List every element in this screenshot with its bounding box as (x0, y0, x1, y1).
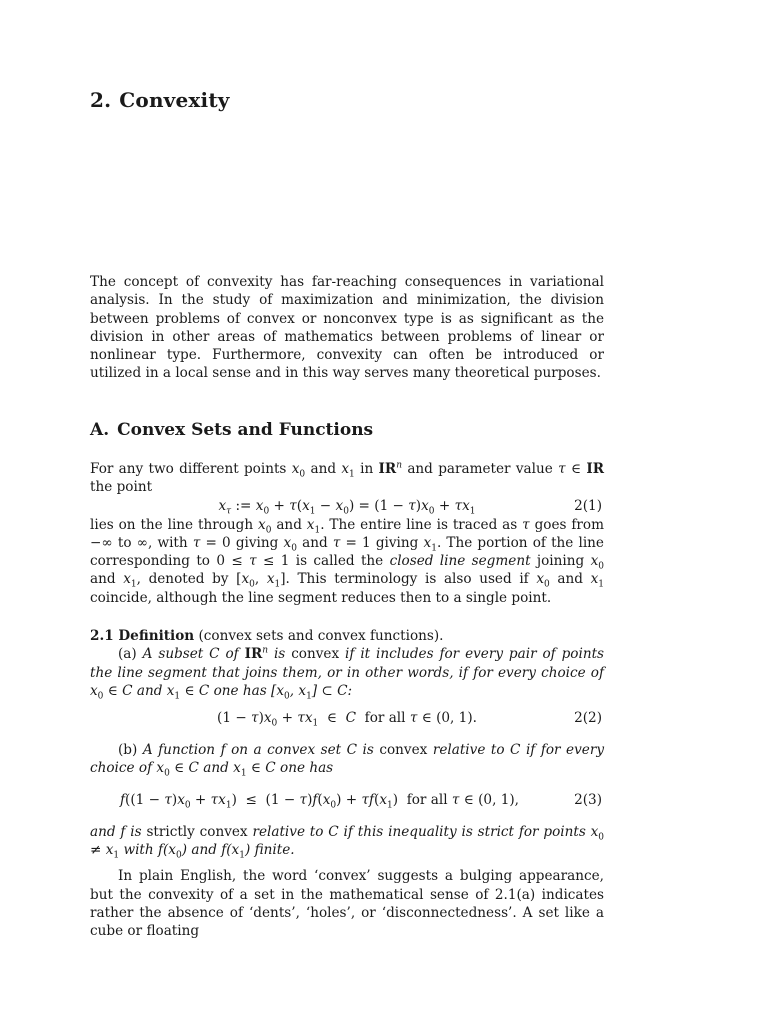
section-number: A. (90, 420, 110, 440)
segment-paragraph (90, 460, 604, 607)
intro-text: The concept of convexity has far-reaching consequences in variational analysis. In the study of maximization and minimization, the division between problems of convex or nonconvex type is as significant as the division in other areas of mathematics between problems of linear or nonlinear type. Furthermore, convexity can often be introduced or utilized in a local sense and in this way serves many theoretical purposes. (90, 274, 604, 382)
definition-part-a: (a) A subset C of $IR^n$ is convex if it includes for every pair of points the line segment that joins them, or in other words, if for every choice of $x_0$ ∈ C and $x_1$ ∈ C one has [$x_0$, $x_1$] ⊂ C: (90, 645, 605, 702)
section-title: Convex Sets and Functions (117, 420, 374, 440)
definition-part-b: (b) A function f on a convex set C is convex relative to C if for every choice of $x_0$ ∈ C and $x_1$ ∈ C one has (90, 742, 605, 780)
equation-2-2: $(1 - \tau)x_0 + \tau x_1$ ∈ C for all τ ∈ (0, 1). 2(2) (217, 710, 602, 729)
intro-paragraph (90, 273, 604, 383)
equation-tag: 2(3) (574, 791, 602, 808)
chapter-heading (90, 88, 230, 112)
equation-tag: 2(2) (574, 710, 602, 727)
equation-tag: 2(1) (574, 497, 602, 514)
chapter-number: 2. (90, 88, 112, 112)
definition-heading: 2.1 Definition (convex sets and convex functions). (90, 628, 444, 644)
section-heading (90, 420, 373, 440)
definition-label: 2.1 Definition (90, 628, 195, 644)
equation-2-3: $f((1 - \tau)x_0 + \tau x_1) \le (1 - \tau)f(x_0) + \tau f(x_1)$ for all τ ∈ (0, 1), 2(3) (120, 791, 602, 811)
segment-description: lies on the line through $x_0$ and $x_1$. The entire line is traced as τ goes from −∞ to ∞, with τ = 0 giving $x_0$ and τ = 1 giving $x_1$. The portion of the line corresponding to 0 ≤ τ ≤ 1 is called the closed line segment joining $x_0$ and $x_1$, denoted by [$x_0$, $x_1$]. This terminology is also used if $x_0$ and $x_1$ coincide, although the line segment reduces then to a single point. (90, 516, 605, 606)
definition-2-1 (90, 627, 604, 941)
segment-intro: For any two different points $x_0$ and $x_1$ in $IR^n$ and parameter value τ ∈ IR the point (90, 460, 605, 496)
definition-strict: and f is strictly convex relative to C if this inequality is strict for points $x_0 \ne x_1$ with $f(x_0)$ and $f(x_1)$ finite. (90, 823, 605, 861)
plain-english-paragraph: In plain English, the word ‘convex’ suggests a bulging appearance, but the convexity of a set in the mathematical sense of 2.1(a) indicates rather the absence of ‘dents’, ‘holes’, or ‘disconnectedness’. A set like a cube or floating (90, 868, 604, 940)
chapter-title: Convexity (119, 88, 230, 112)
equation-2-1: $x_\tau$ := $x_0 + \tau(x_1 - x_0) = (1 - \tau)x_0 + \tau x_1$ 2(1) (218, 497, 602, 517)
